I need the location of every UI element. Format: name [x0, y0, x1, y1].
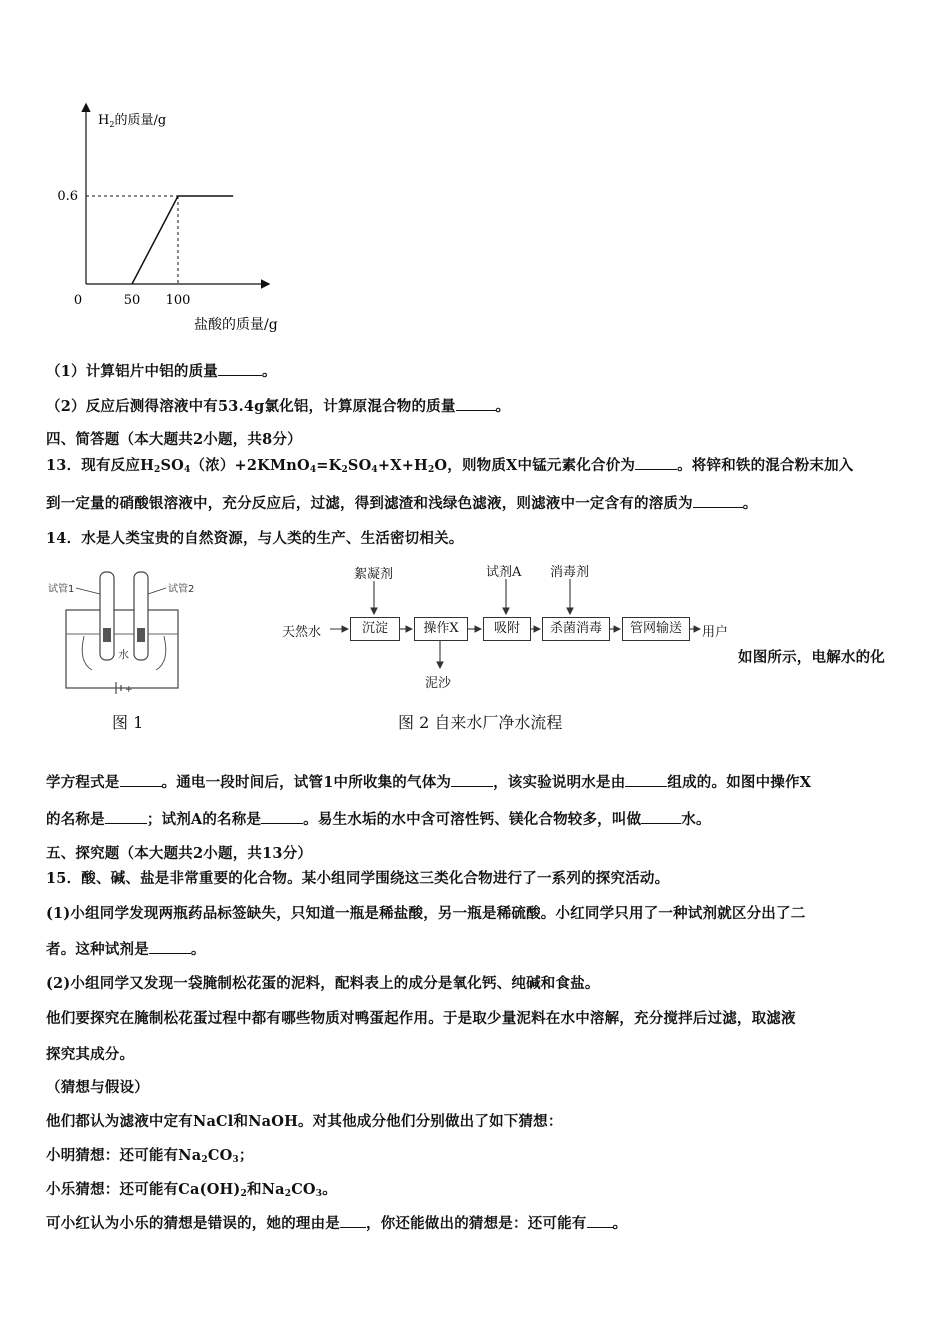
text: 。	[612, 1215, 628, 1232]
text: ，该实验说明水是由	[493, 774, 626, 791]
subscript: 4	[309, 465, 317, 475]
section-5-heading: 五、探究题（本大题共2小题，共13分）	[46, 845, 313, 862]
electrode-2	[137, 628, 145, 642]
flow-step-disinfection: 杀菌消毒	[542, 617, 610, 641]
text: 者。这种试剂是	[46, 941, 149, 958]
q12-part1	[46, 360, 277, 381]
x-tick-label: 100	[165, 293, 191, 308]
text: 可小红认为小乐的猜想是错误的，她的理由是	[46, 1215, 340, 1232]
answer-blank[interactable]	[105, 811, 147, 824]
q13-line2	[46, 492, 758, 513]
q14-line1	[46, 771, 811, 792]
flow-step-pipeline: 管网输送	[622, 617, 690, 641]
flow-output-sediment: 泥沙	[425, 676, 452, 691]
text: =K	[316, 457, 342, 474]
answer-blank[interactable]	[218, 363, 262, 376]
text: 的名称是	[46, 811, 105, 828]
q12-part2	[46, 395, 510, 416]
text: ，你还能做出的猜想是：还可能有	[366, 1215, 587, 1232]
flow-step-sedimentation: 沉淀	[350, 617, 400, 641]
q15-intro: 15．酸、碱、盐是非常重要的化合物。某小组同学围绕这三类化合物进行了一系列的探究活动。	[46, 870, 670, 887]
subscript: 4	[371, 465, 378, 475]
flow-input-reagent-a: 试剂A	[486, 565, 522, 580]
q14-intro: 14．水是人类宝贵的自然资源，与人类的生产、生活密切相关。	[46, 530, 464, 547]
subscript: 2	[201, 1155, 208, 1165]
answer-blank[interactable]	[261, 811, 303, 824]
text: CO	[207, 1147, 233, 1164]
answer-blank[interactable]	[451, 774, 493, 787]
q14-line2	[46, 808, 711, 829]
hypothesis-heading: （猜想与假设）	[46, 1079, 149, 1096]
answer-blank[interactable]	[340, 1215, 366, 1228]
flow-user: 用户	[702, 625, 729, 640]
subscript: 2	[153, 465, 161, 475]
text: CO	[291, 1181, 316, 1198]
q12-part1-text: （1）计算铝片中铝的质量	[46, 363, 218, 380]
text: 小乐猜想：还可能有Ca(OH)	[46, 1181, 241, 1198]
q15-part2-line3: 探究其成分。	[46, 1046, 135, 1063]
text: O，则物质X中锰元素化合价为	[434, 457, 636, 474]
text: （浓）+2KMnO	[190, 457, 310, 474]
text: 。	[742, 495, 758, 512]
subscript: 2	[284, 1189, 292, 1199]
answer-blank[interactable]	[625, 774, 667, 787]
text: 。易生水垢的水中含可溶性钙、镁化合物较多，叫做	[303, 811, 642, 828]
subscript: 4	[183, 465, 191, 475]
electrolysis-diagram	[46, 562, 211, 697]
q15-part1-line1: (1)小组同学发现两瓶药品标签缺失，只知道一瓶是稀盐酸，另一瓶是稀硫酸。小红同学只用了一种试剂就区分出了二	[46, 905, 806, 922]
q15-part2-line1: (2)小组同学又发现一袋腌制松花蛋的泥料，配料表上的成分是氧化钙、纯碱和食盐。	[46, 975, 600, 992]
wire	[156, 636, 166, 670]
text: SO	[347, 457, 372, 474]
test-tube-2	[134, 572, 148, 660]
q12-part2-text: （2）反应后测得溶液中有53.4g氯化铝，计算原混合物的质量	[46, 398, 456, 415]
section-4-heading: 四、简答题（本大题共2小题，共8分）	[46, 431, 302, 448]
xiaoming-guess	[46, 1144, 254, 1165]
text: 13．现有反应H	[46, 457, 154, 474]
xiaole-guess	[46, 1178, 337, 1199]
answer-blank[interactable]	[635, 457, 677, 470]
water-label: 水	[118, 648, 129, 661]
subscript: 2	[240, 1189, 247, 1199]
text: 。	[190, 941, 206, 958]
text: ；	[238, 1147, 254, 1164]
y-tick-label: 0.6	[57, 189, 78, 204]
answer-blank[interactable]	[587, 1215, 613, 1228]
subscript: 2	[341, 465, 348, 475]
tube-2-label: 试管2	[168, 584, 195, 595]
subscript: 3	[232, 1155, 239, 1165]
hypothesis-intro: 他们都认为滤液中定有NaCl和NaOH。对其他成分他们分别做出了如下猜想：	[46, 1113, 563, 1130]
text: 和Na	[246, 1181, 285, 1198]
q15-part1-line2	[46, 938, 206, 959]
flow-source: 天然水	[282, 625, 322, 640]
text: SO	[160, 457, 184, 474]
xiaohong-objection	[46, 1212, 627, 1233]
text: 水。	[681, 811, 711, 828]
q12-part2-end: 。	[495, 398, 511, 415]
q14-side-text: 如图所示，电解水的化	[738, 649, 885, 666]
x-tick-label: 50	[123, 293, 141, 308]
answer-blank[interactable]	[641, 811, 681, 824]
flow-input-disinfectant: 消毒剂	[550, 565, 590, 580]
subscript: 3	[315, 1189, 323, 1199]
flow-input-flocculant: 絮凝剂	[354, 567, 394, 582]
flow-step-operation-x: 操作X	[414, 617, 468, 641]
flow-step-adsorption: 吸附	[483, 617, 531, 641]
x-axis-label: 盐酸的质量/g	[194, 317, 278, 333]
q15-part2-line2: 他们要探究在腌制松花蛋过程中都有哪些物质对鸭蛋起作用。于是取少量泥料在水中溶解，充分搅拌后过滤，取滤液	[46, 1010, 796, 1027]
answer-blank[interactable]	[456, 398, 496, 411]
electrode-1	[103, 628, 111, 642]
figure-2-caption: 图 2 自来水厂净水流程	[398, 713, 563, 732]
answer-blank[interactable]	[120, 774, 162, 787]
text: 组成的。如图中操作X	[667, 774, 812, 791]
h2-mass-chart	[40, 95, 320, 345]
text: 。	[322, 1181, 337, 1198]
answer-blank[interactable]	[149, 941, 191, 954]
text: 学方程式是	[46, 774, 120, 791]
h2-series-line	[132, 196, 233, 284]
tube-1-label: 试管1	[48, 584, 75, 595]
subscript: 2	[427, 465, 435, 475]
test-tube-1	[100, 572, 114, 660]
text: 到一定量的硝酸银溶液中，充分反应后，过滤，得到滤渣和浅绿色滤液，则滤液中一定含有的溶质为	[46, 495, 693, 512]
text: 小明猜想：还可能有Na	[46, 1147, 202, 1164]
figure-1-caption: 图 1	[112, 713, 144, 732]
text: 。通电一段时间后，试管1中所收集的气体为	[161, 774, 452, 791]
answer-blank[interactable]	[693, 495, 743, 508]
svg-text:+: +	[125, 685, 133, 695]
q13-line1	[46, 454, 854, 475]
wire	[82, 636, 92, 670]
q12-part1-end: 。	[262, 363, 277, 380]
x-tick-label: 0	[73, 293, 83, 308]
text: +X+H	[377, 457, 428, 474]
y-axis-label: $H_2$的质量/g	[98, 113, 167, 129]
text: 。将锌和铁的混合粉末加入	[677, 457, 854, 474]
text: ；试剂A的名称是	[146, 811, 262, 828]
